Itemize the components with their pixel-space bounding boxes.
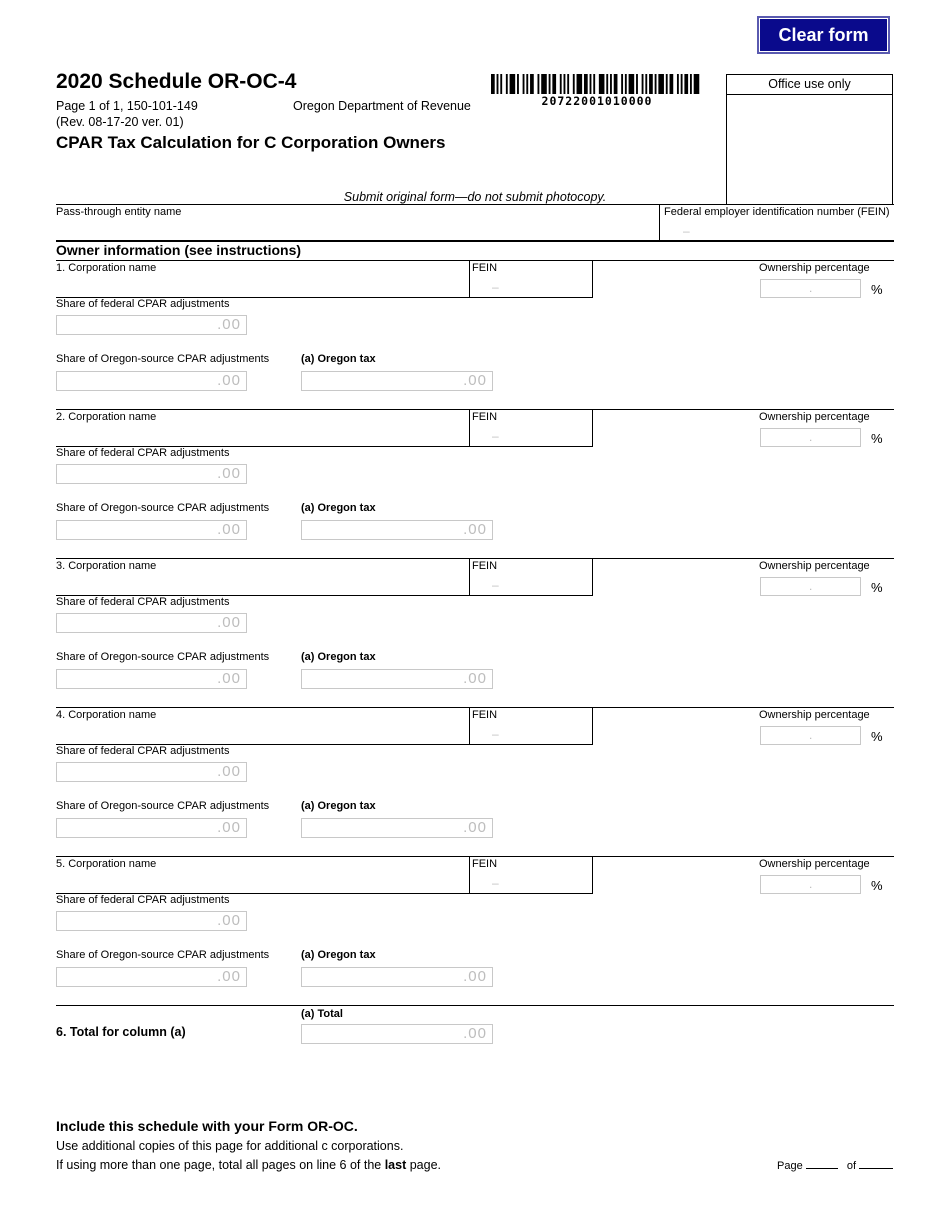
divider (56, 260, 894, 261)
federal-cpar-ghost: .00 (217, 614, 241, 631)
oregon-cpar-input[interactable] (56, 520, 247, 540)
page-word: Page (777, 1160, 803, 1172)
oregon-cpar-label: Share of Oregon-source CPAR adjustments (56, 353, 270, 365)
divider (469, 260, 470, 298)
percent-sign: % (871, 580, 883, 595)
federal-cpar-input[interactable] (56, 464, 247, 484)
fein-input[interactable]: – (492, 876, 499, 890)
fein-input[interactable]: – (492, 578, 499, 592)
ownership-percentage-input[interactable] (760, 726, 861, 745)
footer-multi-end: page. (406, 1158, 442, 1172)
total-input[interactable] (301, 1024, 493, 1044)
oregon-cpar-label: Share of Oregon-source CPAR adjustments (56, 502, 270, 514)
corporation-name-input[interactable] (56, 276, 466, 296)
total-line-label: 6. Total for column (a) (56, 1025, 186, 1039)
page-of-counter (777, 1160, 893, 1172)
divider (56, 856, 894, 857)
percent-dot: . (809, 579, 813, 593)
federal-cpar-input[interactable] (56, 911, 247, 931)
divider (592, 260, 593, 298)
entity-fein-label: Federal employer identification number (FEIN) (664, 206, 890, 218)
oregon-tax-ghost: .00 (463, 670, 487, 687)
fein-input[interactable]: – (492, 429, 499, 443)
federal-cpar-label: Share of federal CPAR adjustments (56, 298, 230, 310)
ownership-percentage-input[interactable] (760, 279, 861, 298)
total-column-label: (a) Total (301, 1008, 343, 1020)
oregon-cpar-ghost: .00 (217, 670, 241, 687)
divider (56, 409, 894, 410)
divider (56, 204, 894, 205)
oregon-tax-input[interactable] (301, 371, 493, 391)
form-subtitle: CPAR Tax Calculation for C Corporation Owners (56, 133, 446, 152)
federal-cpar-input[interactable] (56, 613, 247, 633)
percent-dot: . (809, 877, 813, 891)
percent-dot: . (809, 430, 813, 444)
fein-label: FEIN (472, 709, 498, 721)
divider (592, 707, 593, 745)
fein-label: FEIN (472, 560, 498, 572)
oregon-tax-label: (a) Oregon tax (301, 502, 376, 514)
footer-multi-page (56, 1158, 441, 1172)
oregon-tax-label: (a) Oregon tax (301, 651, 376, 663)
divider (56, 1005, 894, 1006)
footer-multi-bold: last (384, 1158, 407, 1172)
ownership-percentage-input[interactable] (760, 428, 861, 447)
revision-info: (Rev. 08-17-20 ver. 01) (56, 115, 184, 129)
page-number-input[interactable] (806, 1168, 838, 1169)
federal-cpar-label: Share of federal CPAR adjustments (56, 745, 230, 757)
corporation-name-input[interactable] (56, 574, 466, 594)
ownership-percentage-label: Ownership percentage (759, 709, 870, 721)
oregon-cpar-input[interactable] (56, 371, 247, 391)
entity-name-input[interactable] (56, 220, 656, 240)
fein-label: FEIN (472, 411, 498, 423)
oregon-tax-input[interactable] (301, 967, 493, 987)
oregon-tax-ghost: .00 (463, 968, 487, 985)
office-use-label: Office use only (727, 75, 892, 95)
divider (469, 409, 470, 447)
percent-dot: . (809, 728, 813, 742)
fein-label: FEIN (472, 262, 498, 274)
divider (56, 558, 894, 559)
oregon-tax-label: (a) Oregon tax (301, 949, 376, 961)
oregon-cpar-ghost: .00 (217, 968, 241, 985)
oregon-tax-ghost: .00 (463, 819, 487, 836)
federal-cpar-label: Share of federal CPAR adjustments (56, 596, 230, 608)
submit-note: Submit original form—do not submit photocopy. (343, 190, 607, 204)
oregon-tax-input[interactable] (301, 818, 493, 838)
corporation-name-label: 3. Corporation name (56, 560, 157, 572)
oregon-cpar-label: Share of Oregon-source CPAR adjustments (56, 949, 270, 961)
entity-fein-input[interactable]: – (683, 224, 690, 238)
fein-label: FEIN (472, 858, 498, 870)
divider (592, 409, 593, 447)
footer-multi-text: If using more than one page, total all pages on line 6 of the (56, 1158, 385, 1172)
oregon-cpar-ghost: .00 (217, 372, 241, 389)
entity-name-label: Pass-through entity name (56, 206, 182, 218)
oregon-cpar-input[interactable] (56, 669, 247, 689)
ownership-percentage-label: Ownership percentage (759, 411, 870, 423)
oregon-cpar-label: Share of Oregon-source CPAR adjustments (56, 651, 270, 663)
divider (659, 204, 660, 240)
percent-dot: . (809, 281, 813, 295)
oregon-tax-label: (a) Oregon tax (301, 353, 376, 365)
divider (592, 856, 593, 894)
of-word: of (846, 1160, 857, 1172)
ownership-percentage-input[interactable] (760, 875, 861, 894)
corporation-name-label: 1. Corporation name (56, 262, 157, 274)
fein-input[interactable]: – (492, 727, 499, 741)
footer-include: Include this schedule with your Form OR-OC. (56, 1118, 358, 1134)
divider (469, 707, 470, 745)
corporation-name-label: 2. Corporation name (56, 411, 157, 423)
oregon-tax-input[interactable] (301, 669, 493, 689)
federal-cpar-ghost: .00 (217, 763, 241, 780)
corporation-name-input[interactable] (56, 723, 466, 743)
owner-section-title: Owner information (see instructions) (56, 242, 302, 258)
percent-sign: % (871, 431, 883, 446)
federal-cpar-label: Share of federal CPAR adjustments (56, 894, 230, 906)
oregon-cpar-ghost: .00 (217, 819, 241, 836)
oregon-tax-ghost: .00 (463, 521, 487, 538)
ownership-percentage-input[interactable] (760, 577, 861, 596)
federal-cpar-ghost: .00 (217, 316, 241, 333)
department-name: Oregon Department of Revenue (293, 99, 471, 113)
federal-cpar-input[interactable] (56, 762, 247, 782)
ownership-percentage-label: Ownership percentage (759, 560, 870, 572)
clear-form-button[interactable]: Clear form (757, 16, 890, 54)
divider (592, 558, 593, 596)
total-ghost: .00 (463, 1025, 487, 1042)
barcode-image (491, 74, 703, 94)
oregon-cpar-input[interactable] (56, 818, 247, 838)
percent-sign: % (871, 282, 883, 297)
percent-sign: % (871, 878, 883, 893)
footer-additional: Use additional copies of this page for additional c corporations. (56, 1139, 404, 1153)
ownership-percentage-label: Ownership percentage (759, 262, 870, 274)
page-info: Page 1 of 1, 150-101-149 (56, 99, 198, 113)
fein-input[interactable]: – (492, 280, 499, 294)
federal-cpar-label: Share of federal CPAR adjustments (56, 447, 230, 459)
page-total-input[interactable] (859, 1168, 893, 1169)
corporation-name-input[interactable] (56, 872, 466, 892)
form-title: 2020 Schedule OR-OC-4 (56, 70, 297, 93)
oregon-cpar-ghost: .00 (217, 521, 241, 538)
oregon-tax-ghost: .00 (463, 372, 487, 389)
divider (469, 558, 470, 596)
divider (469, 856, 470, 894)
oregon-tax-label: (a) Oregon tax (301, 800, 376, 812)
divider (56, 707, 894, 708)
barcode-number: 20722001010000 (541, 94, 653, 108)
federal-cpar-input[interactable] (56, 315, 247, 335)
ownership-percentage-label: Ownership percentage (759, 858, 870, 870)
corporation-name-label: 5. Corporation name (56, 858, 157, 870)
oregon-tax-input[interactable] (301, 520, 493, 540)
federal-cpar-ghost: .00 (217, 912, 241, 929)
oregon-cpar-input[interactable] (56, 967, 247, 987)
office-use-box (726, 74, 893, 205)
federal-cpar-ghost: .00 (217, 465, 241, 482)
oregon-cpar-label: Share of Oregon-source CPAR adjustments (56, 800, 270, 812)
corporation-name-input[interactable] (56, 425, 466, 445)
percent-sign: % (871, 729, 883, 744)
corporation-name-label: 4. Corporation name (56, 709, 157, 721)
